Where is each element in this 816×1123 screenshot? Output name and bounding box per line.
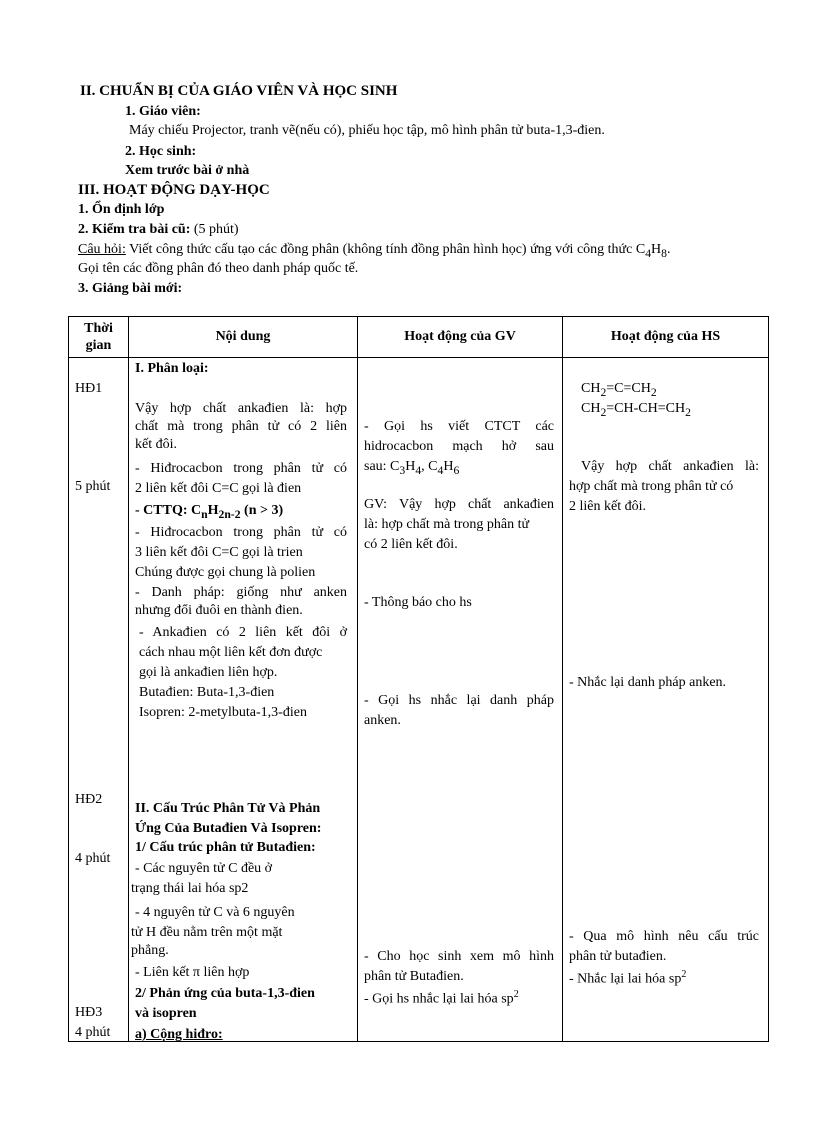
- content-line: Chúng được gọi chung là polien: [135, 565, 316, 580]
- content-cell: [129, 358, 358, 1042]
- time-hd2: HĐ2: [75, 792, 103, 807]
- student-formula-sub: 2: [600, 385, 607, 399]
- header-teacher: Hoạt động của GV: [358, 317, 563, 358]
- content-line: - 4 nguyên tử C và 6 nguyên: [135, 905, 295, 920]
- teacher-hybrid-sup: 2: [513, 989, 519, 1000]
- student-line: - Nhắc lại danh pháp anken.: [569, 675, 727, 690]
- teacher-formula-sub: 4: [437, 463, 444, 477]
- teacher-formula-sub: 6: [453, 463, 460, 477]
- teacher-line: là: hợp chất mà trong phân tử: [364, 517, 530, 532]
- formula-h: H: [207, 503, 219, 518]
- content-general-formula: [135, 502, 283, 524]
- teacher-line: [364, 986, 519, 1009]
- header-time-line-2: gian: [85, 338, 112, 353]
- teacher-cell: [358, 358, 563, 1042]
- question-end: .: [666, 242, 671, 257]
- step-2: [78, 221, 239, 239]
- student-line: [569, 966, 686, 989]
- content-line: gọi là ankađien liên hợp.: [139, 665, 278, 680]
- time-t3: 4 phút: [75, 1025, 111, 1040]
- teacher-line: - Cho học sinh xem mô hình: [364, 949, 554, 964]
- content-line: 3 liên kết đôi C=C gọi là trien: [135, 545, 303, 560]
- time-t2: 4 phút: [75, 851, 111, 866]
- header-time: [69, 317, 129, 358]
- table-body-row: [69, 358, 769, 1042]
- time-hd1: HĐ1: [75, 381, 103, 396]
- teacher-hybrid-text: - Gọi hs nhắc lại lai hóa sp: [364, 991, 514, 1007]
- question-line-2: Gọi tên các đồng phân đó theo danh pháp quốc tế.: [78, 261, 359, 276]
- teacher-line: GV: Vậy hợp chất ankađien: [364, 497, 554, 512]
- student-formula-sub: 2: [650, 385, 657, 399]
- student-hybrid-text: - Nhắc lại lai hóa sp: [569, 971, 682, 987]
- content-structure-heading-2: Ứng Của Butađien Và Isopren:: [135, 821, 322, 836]
- header-content: Nội dung: [129, 317, 358, 358]
- student-line: 2 liên kết đôi.: [569, 499, 646, 514]
- time-hd3: HĐ3: [75, 1005, 103, 1020]
- content-line: Butađien: Buta-1,3-đien: [139, 685, 275, 700]
- student-formula-part: CH: [581, 401, 601, 416]
- section-heading-activities: III. HOẠT ĐỘNG DẠY-HỌC: [78, 182, 270, 198]
- teacher-line: phân tử Butađien.: [364, 969, 464, 984]
- question-text: Viết công thức cấu tạo các đồng phân (không tính đồng phân hình học) ứng với công thức C: [129, 242, 646, 257]
- teacher-line: - Thông báo cho hs: [364, 595, 472, 610]
- content-line: trạng thái lai hóa sp2: [131, 881, 249, 896]
- question-sub-1: 4: [645, 246, 652, 260]
- step-2-time: (5 phút): [193, 222, 239, 237]
- teacher-formula-mid: , C: [421, 459, 438, 474]
- teacher-formula-sub: 4: [415, 463, 422, 477]
- content-line: cách nhau một liên kết đơn được: [139, 645, 323, 660]
- teacher-line: có 2 liên kết đôi.: [364, 537, 458, 552]
- formula-prefix: - CTTQ: C: [135, 503, 202, 518]
- content-line: - Các nguyên tử C đều ở: [135, 861, 273, 876]
- content-line: - Danh pháp: giống như anken: [135, 585, 347, 600]
- student-text: Xem trước bài ở nhà: [125, 163, 250, 178]
- time-t1: 5 phút: [75, 479, 111, 494]
- content-line: nhưng đổi đuôi en thành đien.: [135, 603, 303, 618]
- teacher-line: anken.: [364, 713, 401, 728]
- student-formula-part: CH: [581, 381, 601, 396]
- header-time-line-1: Thời: [84, 321, 113, 336]
- table-header-row: [69, 317, 769, 358]
- step-1: 1. Ổn định lớp: [78, 202, 165, 217]
- content-line: 2 liên kết đôi C=C gọi là đien: [135, 481, 302, 496]
- student-formula-sub: 2: [600, 405, 607, 419]
- content-reaction-heading: 2/ Phản ứng của buta-1,3-đien: [135, 986, 315, 1001]
- student-label: 2. Học sinh:: [125, 144, 197, 159]
- content-structure-subheading: 1/ Cấu trúc phân tử Butađien:: [135, 840, 316, 855]
- student-line: - Qua mô hình nêu cấu trúc: [569, 929, 759, 944]
- teacher-formula-line: [364, 458, 459, 480]
- content-line: chất mà trong phân tử có 2 liên: [135, 419, 347, 434]
- teacher-text: Máy chiếu Projector, tranh vẽ(nếu có), phiếu học tập, mô hình phân tử buta-1,3-đien.: [129, 123, 605, 138]
- content-structure-heading: II. Cấu Trúc Phân Tử Và Phản: [135, 801, 321, 816]
- question-label: Câu hỏi:: [78, 242, 126, 257]
- section-heading-preparation: II. CHUẨN BỊ CỦA GIÁO VIÊN VÀ HỌC SINH: [80, 83, 398, 99]
- student-formula-1: [581, 380, 657, 402]
- formula-suffix: (n > 3): [240, 503, 284, 518]
- teacher-formula-prefix: sau: C: [364, 459, 400, 474]
- time-cell: [69, 358, 129, 1042]
- question-formula-h: H: [651, 242, 662, 257]
- teacher-line: - Gọi hs viết CTCT các: [364, 419, 554, 434]
- teacher-line: hidrocacbon mạch hở sau: [364, 439, 554, 454]
- content-line: - Liên kết π liên hợp: [135, 965, 250, 980]
- content-line: kết đôi.: [135, 437, 177, 452]
- lesson-table: [68, 316, 769, 1042]
- step-3: 3. Giảng bài mới:: [78, 281, 183, 296]
- step-2-label: 2. Kiểm tra bài cũ:: [78, 222, 191, 237]
- student-formula-sub: 2: [685, 405, 691, 419]
- content-classification-heading: I. Phân loại:: [135, 361, 209, 376]
- student-formula-part: =C=CH: [606, 381, 651, 396]
- student-cell: [563, 358, 769, 1042]
- student-line: phân tử butađien.: [569, 949, 667, 964]
- student-line: Vậy hợp chất ankađien là:: [581, 459, 759, 474]
- question-sub-2: 8: [661, 246, 667, 260]
- student-hybrid-sup: 2: [681, 969, 687, 980]
- student-formula-part: =CH-CH=CH: [606, 401, 686, 416]
- content-hydrogen-addition: a) Cộng hiđro:: [135, 1027, 223, 1042]
- content-line: Vậy hợp chất ankađien là: hợp: [135, 401, 347, 416]
- teacher-label: 1. Giáo viên:: [125, 104, 201, 119]
- content-line: - Hiđrocacbon trong phân tử có: [135, 525, 347, 540]
- content-reaction-heading-2: và isopren: [135, 1006, 197, 1021]
- teacher-line: - Gọi hs nhắc lại danh pháp: [364, 693, 554, 708]
- teacher-formula-h: H: [405, 459, 416, 474]
- student-formula-2: [581, 400, 691, 422]
- formula-sub-n: n: [201, 507, 208, 521]
- teacher-formula-h: H: [443, 459, 454, 474]
- content-line: Isopren: 2-metylbuta-1,3-đien: [139, 705, 307, 720]
- teacher-formula-sub: 3: [399, 463, 406, 477]
- content-line: tử H đều nằm trên một mặt: [131, 925, 283, 940]
- formula-sub-2n-2: 2n-2: [218, 507, 241, 521]
- student-line: hợp chất mà trong phân tử có: [569, 479, 734, 494]
- content-line: - Hiđrocacbon trong phân tử có: [135, 461, 347, 476]
- content-line: phẳng.: [131, 943, 169, 958]
- content-line: - Ankađien có 2 liên kết đôi ở: [139, 625, 347, 640]
- header-student: Hoạt động của HS: [563, 317, 769, 358]
